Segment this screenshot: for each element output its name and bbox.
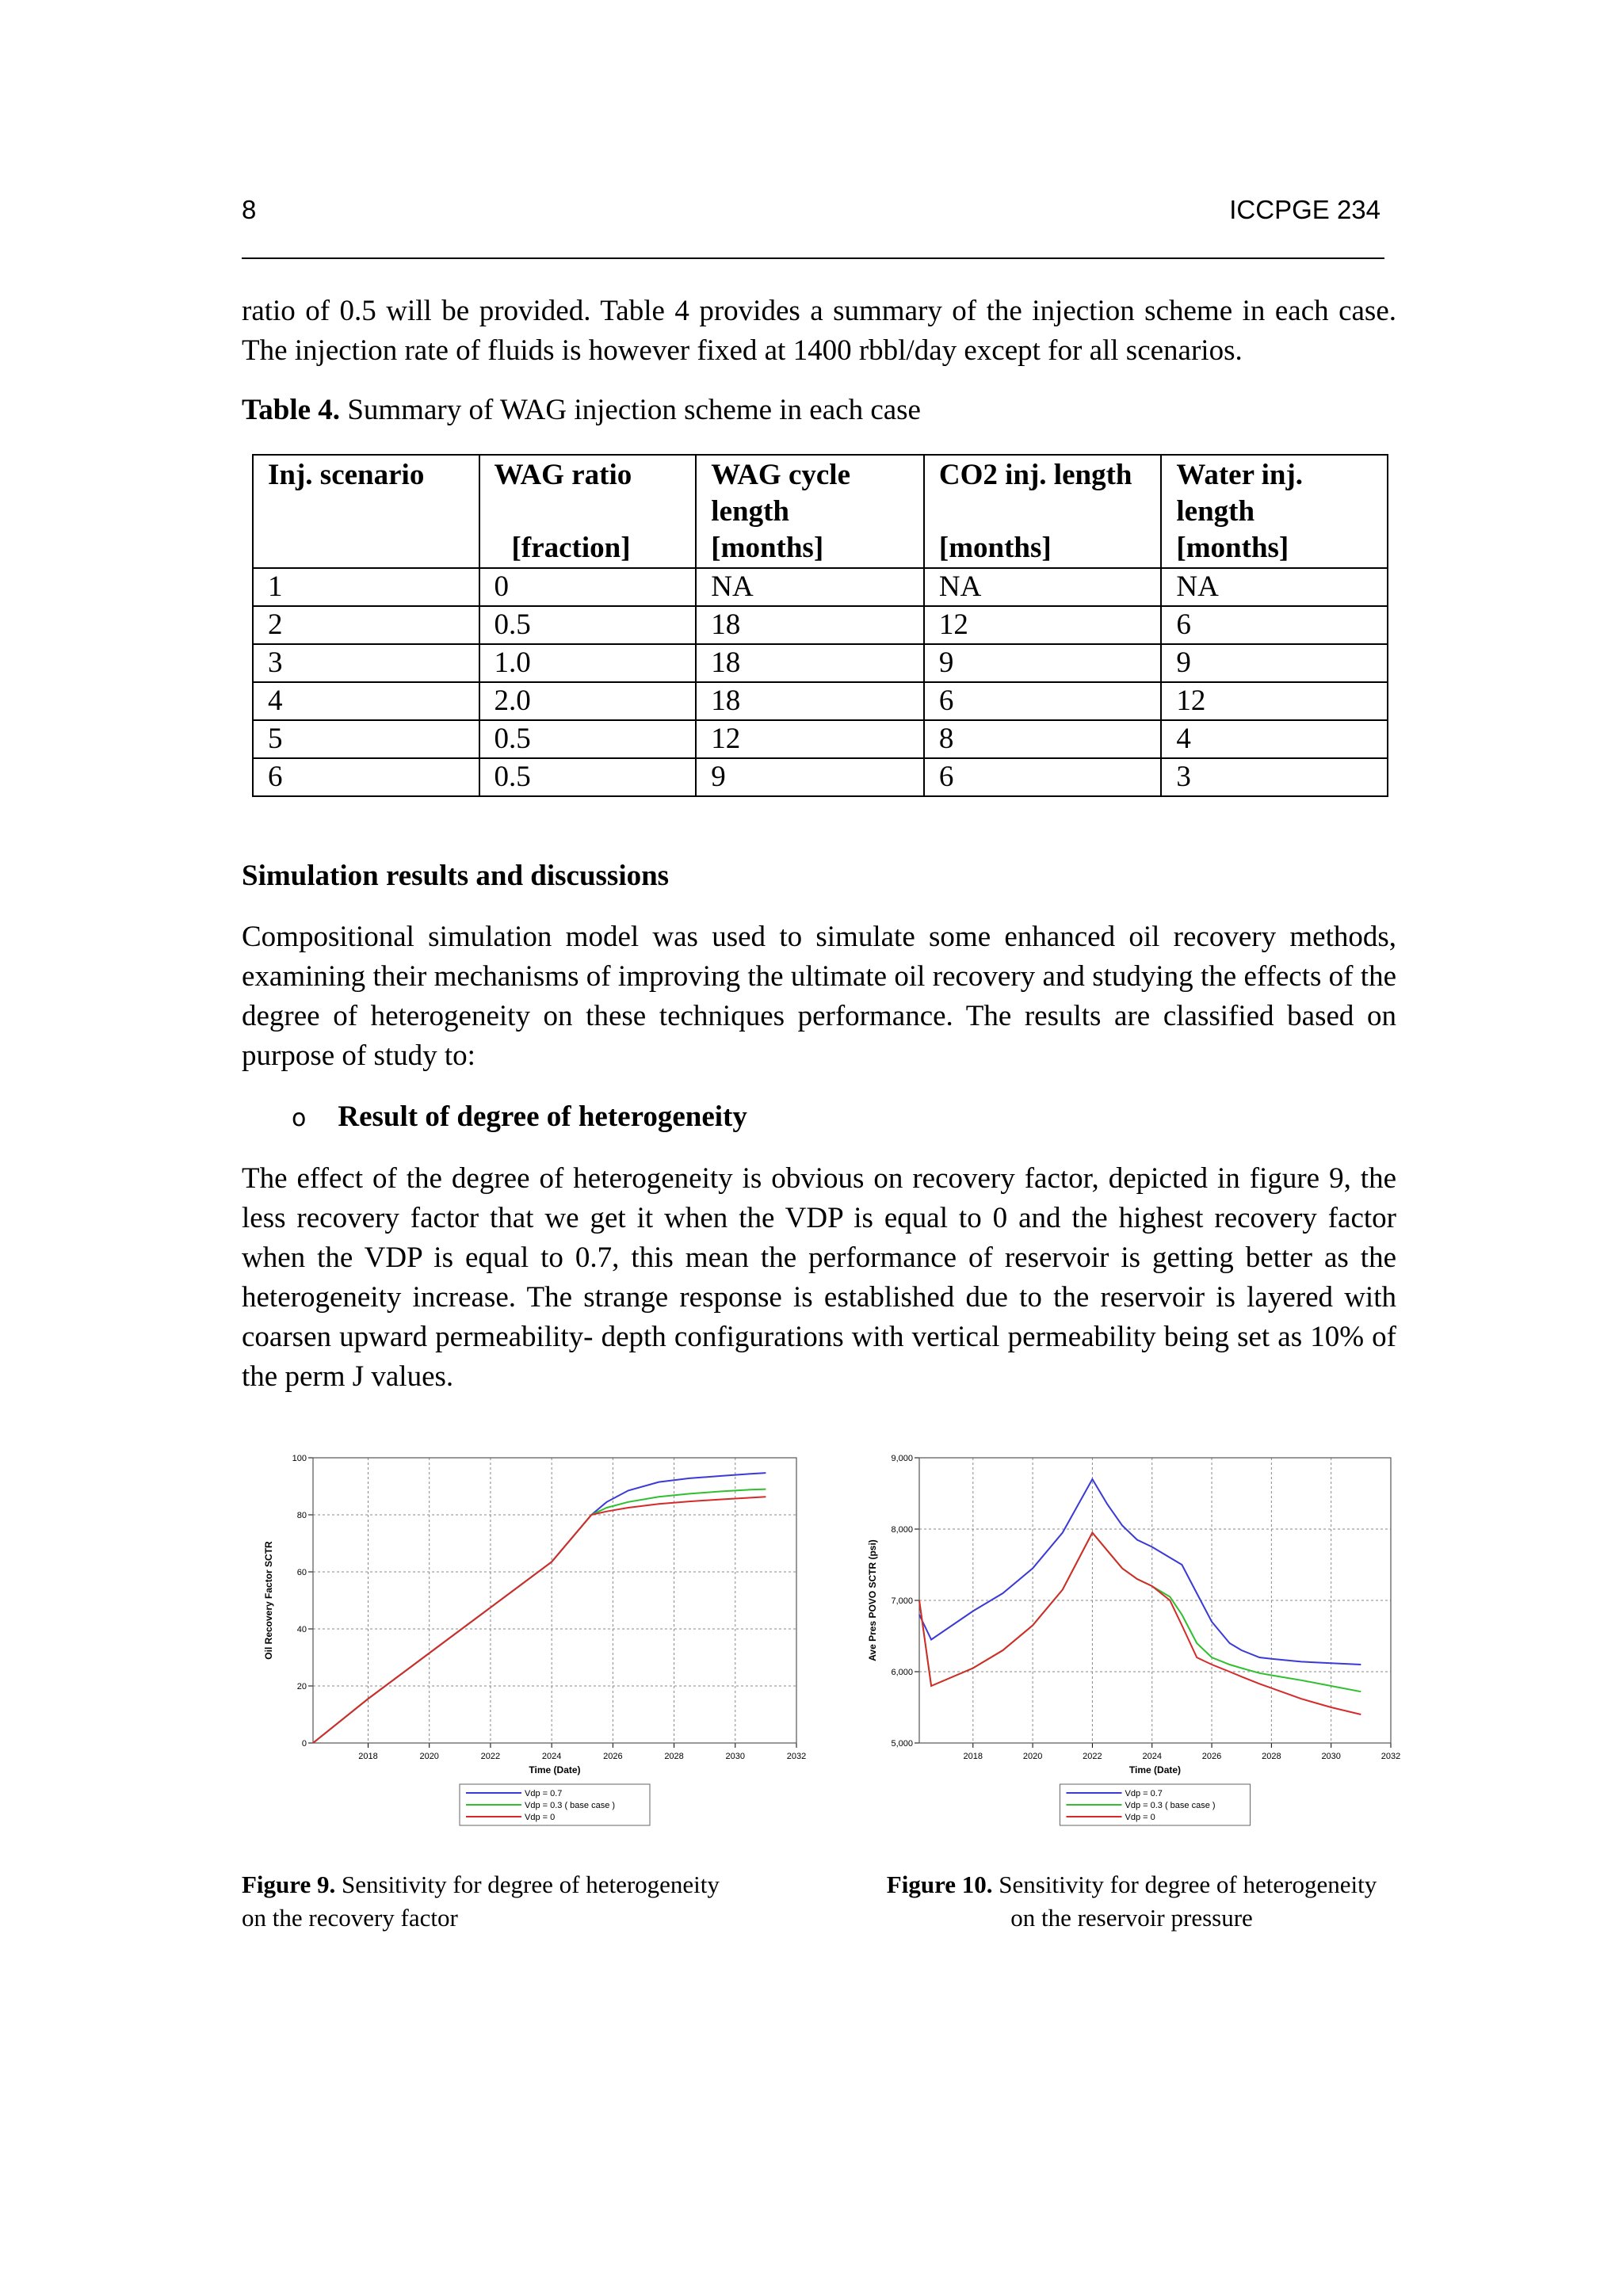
table-cell: 6: [924, 758, 1162, 796]
y-axis-label: Ave Pres POVO SCTR (psi): [867, 1539, 878, 1661]
legend-label: Vdp = 0.3 ( base case ): [525, 1801, 616, 1810]
y-tick-label: 60: [296, 1568, 307, 1577]
y-axis-label: Oil Recovery Factor SCTR: [263, 1541, 274, 1660]
table-header-row: [253, 455, 1388, 568]
series-line: [919, 1533, 1361, 1715]
table-cell: 3: [1161, 758, 1388, 796]
table-cell: 8: [924, 720, 1162, 758]
table-cell: 18: [696, 682, 924, 720]
table-row: [253, 568, 1388, 606]
table-row: [253, 606, 1388, 644]
series-line: [313, 1497, 766, 1743]
bullet-item: [292, 1100, 747, 1134]
figure-10-caption-line2: on the reservoir pressure: [1010, 1904, 1253, 1932]
table-header-cell: [253, 455, 479, 568]
recovery-factor-chart: [246, 1434, 816, 1846]
figure-9-caption-line2: on the recovery factor: [242, 1904, 458, 1932]
figure-9-caption: [242, 1868, 812, 1935]
legend-label: Vdp = 0: [525, 1813, 556, 1822]
table-caption-text: Summary of WAG injection scheme in each case: [340, 394, 921, 426]
header-rule: [242, 257, 1384, 259]
table-cell: 0.5: [479, 606, 697, 644]
x-tick-label: 2024: [541, 1752, 562, 1761]
table-header-cell: [924, 455, 1162, 568]
paragraph-3: The effect of the degree of heterogeneity is obvious on recovery factor, depicted in figure 9, the less recovery factor that we get it when the VDP is equal to 0 and the highest recovery factor when the VDP is equal to 0.7, this mean the performance of reservoir is getting better as the heterogeneity increase. The strange response is established due to the reservoir is layered with coarsen upward permeability- depth configurations with vertical permeability being set as 10% of the perm J values.: [242, 1162, 1396, 1393]
x-tick-label: 2030: [1321, 1752, 1341, 1761]
y-tick-label: 9,000: [891, 1454, 913, 1463]
table-cell: 12: [924, 606, 1162, 644]
table-cell: 4: [253, 682, 479, 720]
paper-id: ICCPGE 234: [1229, 195, 1381, 224]
header-top: Inj. scenario: [268, 459, 425, 491]
figure-10-caption-line1: Sensitivity for degree of heterogeneity: [992, 1871, 1377, 1898]
series-line: [919, 1479, 1361, 1665]
table-cell: 0.5: [479, 758, 697, 796]
figure-9-caption-label: Figure 9.: [242, 1871, 336, 1898]
intro-paragraph: ratio of 0.5 will be provided. Table 4 provides a summary of the injection scheme in each case. The injection rate of fluids is however fixed at 1400 rbbl/day except for all scenarios.: [242, 295, 1396, 367]
header-top: WAG ratio: [494, 459, 632, 491]
header-top: WAG cycle length: [711, 459, 850, 528]
series-line: [919, 1533, 1361, 1692]
paragraph-2: Compositional simulation model was used to simulate some enhanced oil recovery methods, examining their mechanisms of improving the ultimate oil recovery and studying the effects of the degree of heterogeneity on these techniques performance. The results are classified based on purpose of study to:: [242, 921, 1396, 1072]
table-row: [253, 720, 1388, 758]
x-tick-label: 2032: [1381, 1752, 1401, 1761]
figure-10: [864, 1434, 1403, 1846]
y-tick-label: 5,000: [891, 1739, 913, 1749]
table-cell: 9: [924, 644, 1162, 682]
table-cell: NA: [1161, 568, 1388, 606]
legend-label: Vdp = 0.7: [525, 1789, 563, 1798]
table-cell: 0: [479, 568, 697, 606]
y-tick-label: 7,000: [891, 1596, 913, 1606]
header-top: CO2 inj. length: [938, 459, 1132, 491]
y-tick-label: 6,000: [891, 1668, 913, 1677]
figure-9: [246, 1434, 816, 1846]
figure-10-caption: [862, 1868, 1401, 1935]
table-row: [253, 644, 1388, 682]
table-header-cell: [696, 455, 924, 568]
x-tick-label: 2026: [603, 1752, 623, 1761]
table-cell: 18: [696, 644, 924, 682]
legend-label: Vdp = 0.7: [1125, 1789, 1163, 1798]
table-header-cell: [1161, 455, 1388, 568]
x-tick-label: 2022: [480, 1752, 501, 1761]
x-tick-label: 2020: [1022, 1752, 1043, 1761]
table-row: [253, 682, 1388, 720]
y-tick-label: 8,000: [891, 1525, 913, 1535]
table-cell: 12: [696, 720, 924, 758]
x-tick-label: 2020: [419, 1752, 439, 1761]
x-tick-label: 2028: [1262, 1752, 1281, 1761]
figure-10-caption-label: Figure 10.: [886, 1871, 993, 1898]
table-caption-label: Table 4.: [242, 394, 341, 426]
y-tick-label: 20: [296, 1682, 307, 1691]
table-cell: 12: [1161, 682, 1388, 720]
table-cell: 9: [696, 758, 924, 796]
x-tick-label: 2028: [664, 1752, 684, 1761]
x-tick-label: 2024: [1142, 1752, 1162, 1761]
table-cell: 1.0: [479, 644, 697, 682]
x-tick-label: 2018: [963, 1752, 983, 1761]
y-tick-label: 0: [301, 1739, 307, 1749]
table-caption: [242, 393, 921, 427]
table-cell: 18: [696, 606, 924, 644]
section-heading: Simulation results and discussions: [242, 860, 670, 892]
header-sub: [fraction]: [511, 532, 631, 564]
x-tick-label: 2026: [1201, 1752, 1222, 1761]
table-cell: 6: [924, 682, 1162, 720]
page-number: 8: [242, 195, 257, 224]
table-cell: 2.0: [479, 682, 697, 720]
table-cell: NA: [924, 568, 1162, 606]
series-line: [313, 1489, 766, 1743]
series-line: [313, 1473, 766, 1743]
y-tick-label: 100: [292, 1454, 307, 1463]
bullet-text: Result of degree of heterogeneity: [338, 1100, 747, 1133]
table-cell: NA: [696, 568, 924, 606]
header-top: Water inj. length: [1176, 459, 1304, 528]
table-row: [253, 758, 1388, 796]
table-header-cell: [479, 455, 697, 568]
table-cell: 4: [1161, 720, 1388, 758]
header-sub: [months]: [711, 532, 824, 564]
x-axis-label: Time (Date): [1128, 1764, 1182, 1775]
x-axis-label: Time (Date): [529, 1764, 581, 1775]
plot-frame: [313, 1458, 796, 1743]
x-tick-label: 2022: [1083, 1752, 1102, 1761]
table-cell: 1: [253, 568, 479, 606]
table-cell: 0.5: [479, 720, 697, 758]
legend-label: Vdp = 0.3 ( base case ): [1125, 1801, 1216, 1810]
reservoir-pressure-chart: [864, 1434, 1403, 1846]
y-tick-label: 80: [296, 1511, 307, 1520]
legend-label: Vdp = 0: [1125, 1813, 1155, 1822]
table-cell: 3: [253, 644, 479, 682]
x-tick-label: 2032: [786, 1752, 807, 1761]
wag-injection-table: [252, 454, 1388, 797]
header-sub: [months]: [1176, 532, 1289, 564]
table-cell: 6: [1161, 606, 1388, 644]
table-cell: 6: [253, 758, 479, 796]
x-tick-label: 2030: [725, 1752, 746, 1761]
table-cell: 9: [1161, 644, 1388, 682]
x-tick-label: 2018: [358, 1752, 378, 1761]
y-tick-label: 40: [296, 1625, 307, 1634]
table-cell: 5: [253, 720, 479, 758]
header-sub: [months]: [938, 532, 1052, 564]
bullet-mark: o: [292, 1104, 307, 1132]
figure-9-caption-line1: Sensitivity for degree of heterogeneity: [335, 1871, 720, 1898]
table-cell: 2: [253, 606, 479, 644]
